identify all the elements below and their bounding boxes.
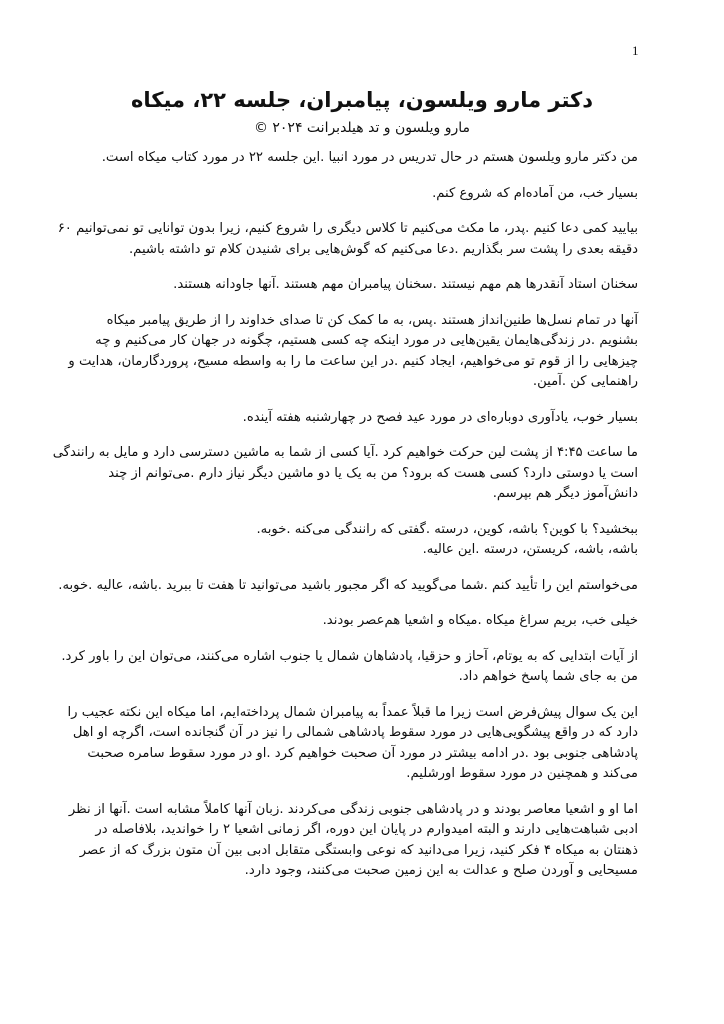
paragraph-line: ادبی شباهت‌هایی دارند و البته امیدوارم در پایان این دوره، اگر زمانی اشعیا ۲ را خواندید، بلافاصله در [95,822,638,837]
paragraph-line: می‌خواستم این را تأیید کنم .شما می‌گویید که اگر مجبور باشید می‌توانید تا هفت تا ببرید .باشه، عالیه .خوبه. [58,577,638,593]
paragraph [52,443,638,505]
paragraph-line: مسیحایی و آوردن صلح و عدالت به این زمین صحبت می‌کنند، وجود دارد. [244,863,638,878]
paragraph-line: خیلی خب، بریم سراغ میکاه .میکاه و اشعیا هم‌عصر بودند. [322,613,638,628]
paragraph-line: اما او و اشعیا معاصر بودند و در پادشاهی جنوبی زندگی می‌کردند .زبان آنها کاملاً مشابه است .آنها از نظر [68,801,638,817]
paragraph [90,184,638,205]
paragraph-line: ما ساعت ۴:۴۵ از پشت لین حرکت خواهیم کرد .آیا کسی از شما به ماشین دسترسی دارد و مایل به رانندگی [52,445,638,460]
paragraph-line: بیایید کمی دعا کنیم .پدر، ما مکث می‌کنیم تا کلاس دیگری را شروع کنیم، زیرا بدون توانایی تو نمی‌توانیم ۶۰ [57,221,638,236]
paragraph-line: از آیات ابتدایی که به یوتام، آحاز و حزقیا، پادشاهان شمال یا جنوب اشاره می‌کنند، می‌توان این را باور کرد. [61,648,638,664]
page-title: دکتر مارو ویلسون، پیامبران، جلسه ۲۲، میکاه [130,88,594,112]
paragraph-line: آنها در تمام نسل‌ها طنین‌انداز هستند .پس، به ما کمک کن تا صدای خداوند را از طریق پیامبر میکاه [106,312,638,328]
paragraph-line: سخنان استاد آنقدرها هم مهم نیستند .سخنان پیامبران مهم هستند .آنها جاودانه هستند. [173,277,638,292]
paragraph-line: من به جای شما پاسخ خواهم داد. [458,669,638,684]
paragraph [68,800,638,882]
paragraph-line: باشه، باشه، کریستن، درسته .این عالیه. [422,542,638,557]
paragraph [90,148,638,169]
paragraph [68,311,638,393]
paragraph-line: من دکتر مارو ویلسون هستم در حال تدریس در مورد انبیا .این جلسه ۲۲ در مورد کتاب میکاه است. [101,150,638,165]
paragraph-line: بسیار خوب، یادآوری دوباره‌ای در مورد عید فصح در چهارشنبه هفته آینده. [242,409,638,425]
paragraph [90,520,638,561]
paragraph-line: راهنمایی کن .آمین. [532,374,638,389]
paragraph-line: می‌کند و همچنین در مورد سقوط اورشلیم. [406,766,638,781]
copyright-line: مارو ویلسون و تد هیلدبرانت ۲۰۲۴ © [253,120,471,136]
paragraph-line: چیزهایی را از قوم تو می‌خواهیم، ایجاد کنیم .در این ساعت ما را به واسطه مسیح، پروردگارمان، هدایت و [68,353,638,369]
paragraph [58,576,638,597]
paragraph [57,219,638,260]
page-number: 1 [632,43,639,58]
document-body [52,148,638,897]
paragraph-line: بسیار خب، من آماده‌ام که شروع کنم. [432,185,638,201]
paragraph-line: دارد که در واقع پیشگویی‌هایی در مورد سقوط پادشاهی شمالی را نیز در آن گنجانده است، اگرچه او اهل [72,725,638,740]
paragraph-line: پادشاهی جنوبی بود .در ادامه بیشتر در مورد آن صحبت خواهیم کرد .او در مورد سقوط سامره صحبت [87,745,638,761]
paragraph [61,647,638,688]
paragraph [67,703,638,785]
paragraph-line: است یا دوستی دارد؟ کسی هست که برود؟ من به یک یا دو ماشین دیگر نیاز دارم .می‌توانم از چند [108,465,638,481]
paragraph [90,275,638,296]
paragraph-line: بشنویم .در زندگی‌هایمان یقین‌هایی در مورد اینکه چه کسی هستیم، چگونه در جهان کار می‌کنیم و چه [95,333,638,348]
paragraph-line: این یک سوال پیش‌فرض است زیرا ما قبلاً عمداً به پیامبران شمال پرداخته‌ایم، اما میکاه این نکته عجیب را [67,704,638,720]
paragraph-line: ببخشید؟ با کوین؟ باشه، کوین، درسته .گفتی که رانندگی می‌کنه .خوبه. [256,521,638,537]
paragraph-line: ذهنتان به میکاه ۴ فکر کنید، زیرا می‌دانید که نوعی وابستگی متقابل ادبی بین آن متون بزرگ که از عصر [79,842,638,858]
paragraph-line: دانش‌آموز دیگر هم بپرسم. [492,486,638,501]
paragraph [90,611,638,632]
paragraph [90,408,638,429]
paragraph-line: دقیقه بعدی را پشت سر بگذاریم .دعا می‌کنیم که گوش‌هایی برای شنیدن کلام تو داشته باشیم. [128,241,638,257]
